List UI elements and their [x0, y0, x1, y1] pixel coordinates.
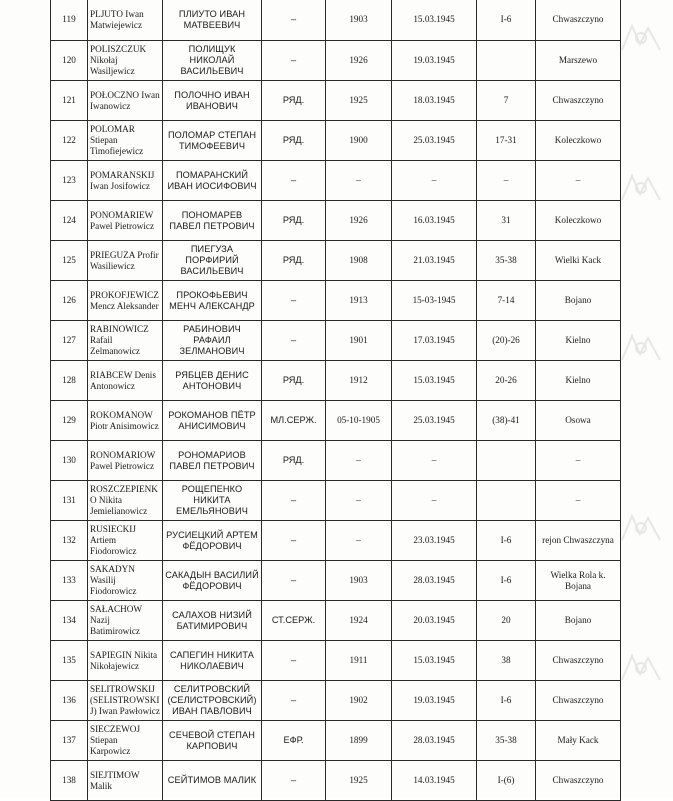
name-cyrillic-cell: ПРОКОФЬЕВИЧ МЕНЧ АЛЕКСАНДР [163, 281, 262, 321]
watermark-stamp-icon [618, 650, 664, 686]
name-cyrillic-cell: ПИЕГУЗА ПОРФИРИЙ ВАСИЛЬЕВИЧ [163, 241, 262, 281]
military-rank-cell: – [262, 321, 326, 361]
birth-year-cell: 1899 [326, 721, 392, 761]
death-date-cell: 15.03.1945 [392, 0, 477, 41]
name-latin-cell: SAŁACHOW Nazij Batimirowicz [88, 601, 163, 641]
table-row [51, 721, 621, 761]
table-row [51, 481, 621, 521]
military-rank-cell: – [262, 761, 326, 801]
military-rank-cell: РЯД. [262, 81, 326, 121]
name-cyrillic-cell: ПОЛИЩУК НИКОЛАЙ ВАСИЛЬЕВИЧ [163, 41, 262, 81]
table-row [51, 281, 621, 321]
name-cyrillic-cell: РОКОМАНОВ ПЁТР АНИСИМОВИЧ [163, 401, 262, 441]
grave-location-cell: I-6 [477, 561, 536, 601]
military-rank-cell: МЛ.СЕРЖ. [262, 401, 326, 441]
record-number-cell: 121 [51, 81, 88, 121]
name-latin-cell: SAPIEGIN Nikita Nikołajewicz [88, 641, 163, 681]
birth-year-cell: – [326, 481, 392, 521]
military-rank-cell: – [262, 521, 326, 561]
name-latin-cell: SIEJTIMOW Malik [88, 761, 163, 801]
name-cyrillic-cell: ПОЛОМАР СТЕПАН ТИМОФЕЕВИЧ [163, 121, 262, 161]
name-latin-cell: PROKOFJEWICZ Mencz Aleksander [88, 281, 163, 321]
grave-location-cell: 35-38 [477, 241, 536, 281]
place-of-burial-cell: Mały Kack [536, 721, 621, 761]
death-date-cell: 14.03.1945 [392, 761, 477, 801]
birth-year-cell: 1926 [326, 201, 392, 241]
grave-location-cell: – [477, 161, 536, 201]
death-date-cell: 23.03.1945 [392, 521, 477, 561]
table-row [51, 681, 621, 721]
grave-location-cell: I-6 [477, 681, 536, 721]
place-of-burial-cell: Koleczkowo [536, 201, 621, 241]
record-number-cell: 132 [51, 521, 88, 561]
grave-location-cell: 7 [477, 81, 536, 121]
place-of-burial-cell: Marszewo [536, 41, 621, 81]
place-of-burial-cell: Chwaszczyno [536, 81, 621, 121]
military-rank-cell: СТ.СЕРЖ. [262, 601, 326, 641]
watermark-stamp-icon [618, 20, 664, 56]
record-number-cell: 138 [51, 761, 88, 801]
grave-location-cell: (20)-26 [477, 321, 536, 361]
grave-location-cell: (38)-41 [477, 401, 536, 441]
record-number-cell: 137 [51, 721, 88, 761]
birth-year-cell: 1924 [326, 601, 392, 641]
name-cyrillic-cell: РОНОМАРИОВ ПАВЕЛ ПЕТРОВИЧ [163, 441, 262, 481]
grave-location-cell: 38 [477, 641, 536, 681]
place-of-burial-cell: rejon Chwaszczyna [536, 521, 621, 561]
record-number-cell: 120 [51, 41, 88, 81]
military-rank-cell: – [262, 481, 326, 521]
record-number-cell: 126 [51, 281, 88, 321]
military-rank-cell: ЕФР. [262, 721, 326, 761]
name-latin-cell: ROSZCZEPIENK O Nikita Jemielianowicz [88, 481, 163, 521]
record-number-cell: 119 [51, 0, 88, 41]
birth-year-cell: 1913 [326, 281, 392, 321]
death-date-cell: 15.03.1945 [392, 641, 477, 681]
death-date-cell: – [392, 441, 477, 481]
name-latin-cell: PONOMARIEW Pawel Pietrowicz [88, 201, 163, 241]
birth-year-cell: – [326, 441, 392, 481]
military-rank-cell: – [262, 0, 326, 41]
name-latin-cell: RONOMARIOW Pawel Pietrowicz [88, 441, 163, 481]
record-number-cell: 130 [51, 441, 88, 481]
name-cyrillic-cell: ПОМАРАНСКИЙ ИВАН ИОСИФОВИЧ [163, 161, 262, 201]
death-date-cell: 28.03.1945 [392, 721, 477, 761]
place-of-burial-cell: Kielno [536, 361, 621, 401]
grave-location-cell: I-6 [477, 521, 536, 561]
table-row [51, 561, 621, 601]
death-date-cell: 16.03.1945 [392, 201, 477, 241]
record-number-cell: 128 [51, 361, 88, 401]
name-latin-cell: POMARANSKIJ Iwan Josifowicz [88, 161, 163, 201]
grave-location-cell: I-(6) [477, 761, 536, 801]
table-row [51, 761, 621, 801]
name-latin-cell: POŁOCZNO Iwan Iwanowicz [88, 81, 163, 121]
birth-year-cell: 1925 [326, 81, 392, 121]
record-number-cell: 125 [51, 241, 88, 281]
place-of-burial-cell: – [536, 161, 621, 201]
name-cyrillic-cell: ПЛИУТО ИВАН МАТВЕЕВИЧ [163, 0, 262, 41]
record-number-cell: 136 [51, 681, 88, 721]
table-row [51, 441, 621, 481]
military-rank-cell: – [262, 561, 326, 601]
table-row [51, 41, 621, 81]
military-rank-cell: – [262, 681, 326, 721]
birth-year-cell: 1926 [326, 41, 392, 81]
place-of-burial-cell: Chwaszczyno [536, 681, 621, 721]
death-date-cell: 25.03.1945 [392, 121, 477, 161]
record-number-cell: 124 [51, 201, 88, 241]
death-date-cell: 25.03.1945 [392, 401, 477, 441]
record-number-cell: 122 [51, 121, 88, 161]
military-rank-cell: – [262, 281, 326, 321]
place-of-burial-cell: Bojano [536, 601, 621, 641]
birth-year-cell: 1902 [326, 681, 392, 721]
birth-year-cell: 1925 [326, 761, 392, 801]
name-cyrillic-cell: РЯБЦЕВ ДЕНИС АНТОНОВИЧ [163, 361, 262, 401]
grave-location-cell [477, 441, 536, 481]
name-latin-cell: POLISZCZUK Nikołaj Wasiljewicz [88, 41, 163, 81]
name-cyrillic-cell: СЕЙТИМОВ МАЛИК [163, 761, 262, 801]
record-number-cell: 129 [51, 401, 88, 441]
name-latin-cell: SIECZEWOJ Stiepan Karpowicz [88, 721, 163, 761]
name-latin-cell: PRIEGUZA Profir Wasiliewicz [88, 241, 163, 281]
grave-location-cell: 7-14 [477, 281, 536, 321]
table-row [51, 0, 621, 41]
record-number-cell: 131 [51, 481, 88, 521]
name-cyrillic-cell: СЕЧЕВОЙ СТЕПАН КАРПОВИЧ [163, 721, 262, 761]
military-rank-cell: – [262, 161, 326, 201]
death-date-cell: 28.03.1945 [392, 561, 477, 601]
death-date-cell: 20.03.1945 [392, 601, 477, 641]
name-cyrillic-cell: РУСИЕЦКИЙ АРТЕМ ФЁДОРОВИЧ [163, 521, 262, 561]
military-rank-cell: – [262, 41, 326, 81]
birth-year-cell: 1903 [326, 561, 392, 601]
name-latin-cell: SELITROWSKIJ (SELISTROWSKI J) Iwan Pawłowicz [88, 681, 163, 721]
grave-location-cell: 31 [477, 201, 536, 241]
grave-location-cell: 35-38 [477, 721, 536, 761]
name-latin-cell: RABINOWICZ Rafail Zelmanowicz [88, 321, 163, 361]
grave-location-cell [477, 41, 536, 81]
death-date-cell: 19.03.1945 [392, 681, 477, 721]
name-latin-cell: ROKOMANOW Piotr Anisimowicz [88, 401, 163, 441]
name-cyrillic-cell: РАБИНОВИЧ РАФАИЛ ЗЕЛМАНОВИЧ [163, 321, 262, 361]
table-row [51, 521, 621, 561]
birth-year-cell: 1912 [326, 361, 392, 401]
table-row [51, 81, 621, 121]
name-latin-cell: RIABCEW Denis Antonowicz [88, 361, 163, 401]
register-rows [51, 0, 621, 801]
record-number-cell: 133 [51, 561, 88, 601]
watermark-stamp-icon [618, 170, 664, 206]
birth-year-cell: 1908 [326, 241, 392, 281]
birth-year-cell: 1911 [326, 641, 392, 681]
place-of-burial-cell: Chwaszczyno [536, 761, 621, 801]
birth-year-cell: 1901 [326, 321, 392, 361]
table-row [51, 121, 621, 161]
birth-year-cell: – [326, 161, 392, 201]
birth-year-cell: – [326, 521, 392, 561]
name-latin-cell: PLJUTO Iwan Matwiejewicz [88, 0, 163, 41]
death-date-cell: 15-03-1945 [392, 281, 477, 321]
place-of-burial-cell: Chwaszczyno [536, 641, 621, 681]
place-of-burial-cell: – [536, 441, 621, 481]
table-row [51, 241, 621, 281]
death-date-cell: 15.03.1945 [392, 361, 477, 401]
grave-location-cell [477, 481, 536, 521]
name-cyrillic-cell: САЛАХОВ НИЗИЙ БАТИМИРОВИЧ [163, 601, 262, 641]
death-date-cell: 19.03.1945 [392, 41, 477, 81]
place-of-burial-cell: Kielno [536, 321, 621, 361]
table-row [51, 641, 621, 681]
place-of-burial-cell: Koleczkowo [536, 121, 621, 161]
name-latin-cell: RUSIECKIJ Artiem Fiodorowicz [88, 521, 163, 561]
military-rank-cell: – [262, 641, 326, 681]
record-number-cell: 123 [51, 161, 88, 201]
watermark-stamp-icon [618, 510, 664, 546]
grave-location-cell: 20-26 [477, 361, 536, 401]
place-of-burial-cell: Wielki Kack [536, 241, 621, 281]
record-number-cell: 127 [51, 321, 88, 361]
record-number-cell: 135 [51, 641, 88, 681]
death-date-cell: – [392, 161, 477, 201]
name-cyrillic-cell: ПОЛОЧНО ИВАН ИВАНОВИЧ [163, 81, 262, 121]
name-latin-cell: SAKADYN Wasilij Fiodorowicz [88, 561, 163, 601]
table-row [51, 161, 621, 201]
grave-location-cell: I-6 [477, 0, 536, 41]
grave-location-cell: 17-31 [477, 121, 536, 161]
place-of-burial-cell: – [536, 481, 621, 521]
name-cyrillic-cell: САКАДЫН ВАСИЛИЙ ФЁДОРОВИЧ [163, 561, 262, 601]
death-date-cell: 18.03.1945 [392, 81, 477, 121]
watermark-stamp-icon [618, 330, 664, 366]
place-of-burial-cell: Chwaszczyno [536, 0, 621, 41]
name-cyrillic-cell: РОЩЕПЕНКО НИКИТА ЕМЕЛЬЯНОВИЧ [163, 481, 262, 521]
birth-year-cell: 05-10-1905 [326, 401, 392, 441]
place-of-burial-cell: Wielka Rola k. Bojana [536, 561, 621, 601]
death-date-cell: 21.03.1945 [392, 241, 477, 281]
table-row [51, 361, 621, 401]
table-row [51, 601, 621, 641]
grave-location-cell: 20 [477, 601, 536, 641]
birth-year-cell: 1903 [326, 0, 392, 41]
military-rank-cell: РЯД. [262, 441, 326, 481]
name-latin-cell: POLOMAR Stiepan Timofiejewicz [88, 121, 163, 161]
burial-register-table [50, 0, 621, 801]
name-cyrillic-cell: ПОНОМАРЕВ ПАВЕЛ ПЕТРОВИЧ [163, 201, 262, 241]
military-rank-cell: РЯД. [262, 361, 326, 401]
death-date-cell: 17.03.1945 [392, 321, 477, 361]
death-date-cell: – [392, 481, 477, 521]
table-row [51, 321, 621, 361]
place-of-burial-cell: Osowa [536, 401, 621, 441]
table-row [51, 401, 621, 441]
military-rank-cell: РЯД. [262, 201, 326, 241]
name-cyrillic-cell: САПЕГИН НИКИТА НИКОЛАЕВИЧ [163, 641, 262, 681]
birth-year-cell: 1900 [326, 121, 392, 161]
place-of-burial-cell: Bojano [536, 281, 621, 321]
military-rank-cell: РЯД. [262, 121, 326, 161]
record-number-cell: 134 [51, 601, 88, 641]
military-rank-cell: РЯД. [262, 241, 326, 281]
table-row [51, 201, 621, 241]
name-cyrillic-cell: СЕЛИТРОВСКИЙ (СЕЛИСТРОВСКИЙ) ИВАН ПАВЛОВИЧ [163, 681, 262, 721]
